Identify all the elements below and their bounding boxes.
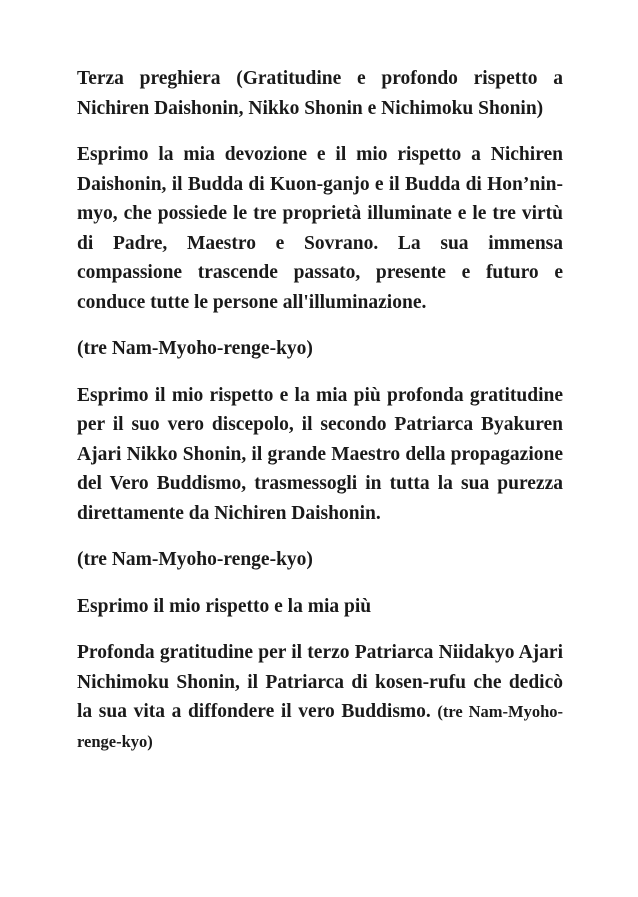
- paragraph-gratitude-nichimoku: [77, 638, 563, 756]
- mantra-line: (tre Nam-Myoho-renge-kyo): [77, 549, 313, 570]
- mantra-line: (tre Nam-Myoho-renge-kyo): [77, 338, 313, 359]
- mantra-inline: (tre Nam-Myoho-renge-kyo): [77, 702, 563, 751]
- paragraph-respect-intro: Esprimo il mio rispetto e la mia più: [77, 595, 372, 617]
- document-page: [77, 64, 563, 756]
- paragraph-gratitude-nichimoku-text: Profonda gratitudine per il terzo Patriarca Niidakyo Ajari Nichimoku Shonin, il Patriarca di kosen-rufu che dedicò la sua vita a diffondere il vero Buddismo.: [77, 642, 563, 722]
- paragraph-gratitude-nikko: Esprimo il mio rispetto e la mia più profonda gratitudine per il suo vero discepolo, il secondo Patriarca Byakuren Ajari Nikko Shonin, il grande Maestro della propagazione del Vero Buddismo, trasmessogli in tutta la sua purezza direttamente da Nichiren Daishonin.: [77, 384, 563, 524]
- paragraph-devotion-daishonin: Esprimo la mia devozione e il mio rispetto a Nichiren Daishonin, il Budda di Kuon-ganjo e il Budda di Hon’nin-myo, che possiede le tre proprietà illuminate e le tre virtù di Padre, Maestro e Sovrano. La sua immensa compassione trascende passato, presente e futuro e conduce tutte le persone all'illuminazione.: [77, 144, 563, 313]
- prayer-title: Terza preghiera (Gratitudine e profondo rispetto a Nichiren Daishonin, Nikko Shonin e Nichimoku Shonin): [77, 68, 563, 119]
